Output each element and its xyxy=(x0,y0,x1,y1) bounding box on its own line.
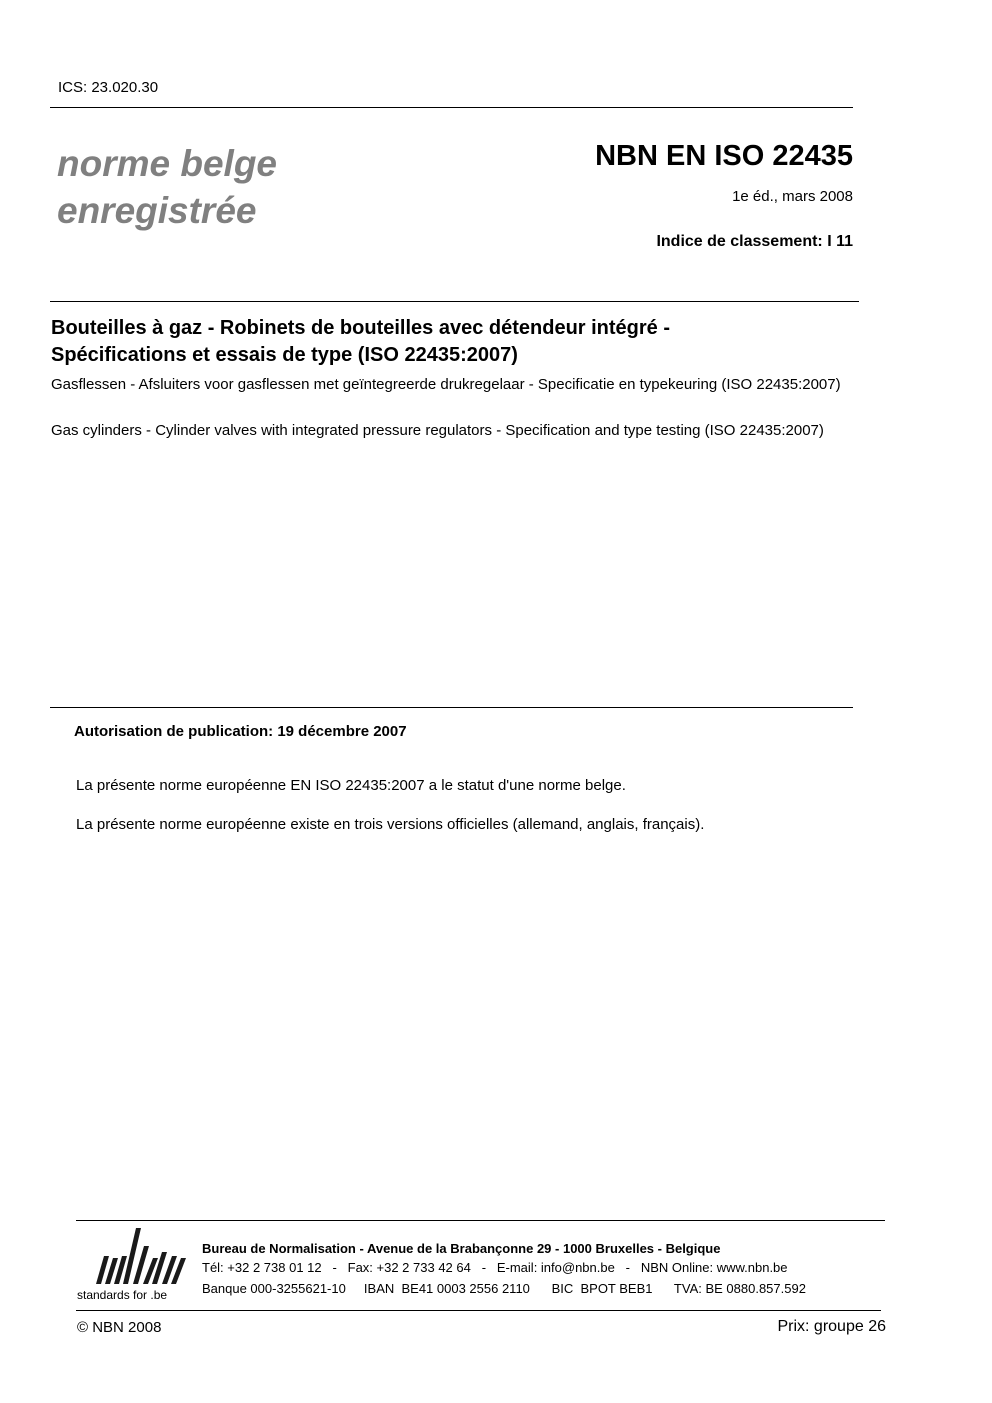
title-english: Gas cylinders - Cylinder valves with integrated pressure regulators - Specification and type testing (ISO 22435:2007) xyxy=(51,422,824,439)
body-divider xyxy=(50,707,853,708)
status-paragraph: La présente norme européenne EN ISO 22435:2007 a le statut d'une norme belge. xyxy=(76,777,626,794)
logo-tagline: standards for .be xyxy=(77,1288,168,1302)
classification-index: Indice de classement: I 11 xyxy=(656,233,853,250)
footer-address: Bureau de Normalisation - Avenue de la Brabançonne 29 - 1000 Bruxelles - Belgique xyxy=(202,1241,721,1256)
footer-divider-bottom xyxy=(76,1310,881,1311)
slogan-line-1: norme belge xyxy=(57,143,277,184)
title-french xyxy=(51,315,831,369)
title-dutch: Gasflessen - Afsluiters voor gasflessen met geïntegreerde drukregelaar - Specificatie en typekeuring (ISO 22435:2007) xyxy=(51,376,841,393)
title-divider xyxy=(50,301,859,302)
standard-number: NBN EN ISO 22435 xyxy=(595,140,853,172)
footer-contact: Tél: +32 2 738 01 12 - Fax: +32 2 733 42 64 - E-mail: info@nbn.be - NBN Online: www.nbn.be xyxy=(202,1260,788,1275)
ics-code: ICS: 23.020.30 xyxy=(58,79,159,96)
price-group: Prix: groupe 26 xyxy=(777,1318,886,1335)
slogan-line-2: enregistrée xyxy=(57,190,257,231)
versions-paragraph: La présente norme européenne existe en trois versions officielles (allemand, anglais, français). xyxy=(76,816,705,833)
slogan xyxy=(57,140,277,234)
edition: 1e éd., mars 2008 xyxy=(732,188,853,205)
footer-divider-top xyxy=(76,1220,885,1221)
copyright: © NBN 2008 xyxy=(77,1319,162,1336)
title-french-line-2: Spécifications et essais de type (ISO 22435:2007) xyxy=(51,344,518,366)
header-divider xyxy=(50,107,853,108)
title-french-line-1: Bouteilles à gaz - Robinets de bouteilles avec détendeur intégré - xyxy=(51,317,671,339)
publication-authorisation: Autorisation de publication: 19 décembre 2007 xyxy=(74,723,407,740)
footer-bank-details: Banque 000-3255621-10 IBAN BE41 0003 2556 2110 BIC BPOT BEB1 TVA: BE 0880.857.592 xyxy=(202,1281,806,1296)
